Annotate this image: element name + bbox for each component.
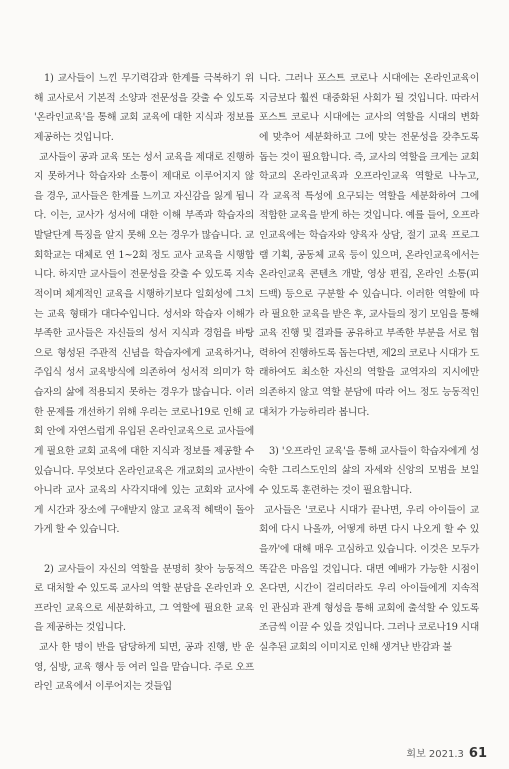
left-column <box>34 69 254 697</box>
paragraph-7: 교사들은 '코로나 시대가 끝나면, 우리 아이들이 교회에 다시 나올까, 어떻게 하면 다시 나오게 할 수 있을까'에 대해 매우 고심하고 있습니다. 이것은 모두가 똑같은 마음일 것입니다. 대면 예배가 가능한 시점이 온다면, 시간이 걸리더라도 우리 아이들에게 지속적인 관심과 관계 형성을 통해 교회에 출석할 수 있도록 조금씩 이끌 수 있을 것입니다. 그러나 코로나19 시대 실추된 교회의 이미지로 인해 생겨난 반감과 불 <box>259 504 479 654</box>
paragraph-3: 2) 교사들이 자신의 역할을 분명히 찾아 능동적으로 대처할 수 있도록 교사의 역할 분담을 온라인과 오프라인 교육으로 세분화하고, 그 역할에 필요한 교육을 제공하는 것입니다. <box>34 563 254 634</box>
paragraph-5: 니다. 그러나 포스트 코로나 시대에는 온라인교육이 지금보다 훨씬 대중화된 사회가 될 것입니다. 따라서 포스트 코로나 시대에는 교사의 역할을 시대의 변화에 맞추어 세분화하고 그에 맞는 전문성을 갖추도록 돕는 것이 필요합니다. 즉, 교사의 역할을 크게는 교회학교의 온라인교육과 오프라인교육 역할로 나누고, 각 교육적 특성에 요구되는 역할을 세분화하여 그에 적합한 교육을 받게 하는 것입니다. 예를 들어, 오프라인교육에는 학습자와 양육자 상담, 절기 교육 프로그램 기획, 공동체 교육 등이 있으며, 온라인교육에서는 온라인교육 콘텐츠 개발, 영상 편집, 온라인 소통(피드백) 등으로 구분할 수 있습니다. 이러한 역할에 따라 필요한 교육을 받은 후, 교사들의 정기 모임을 통해 교육 진행 및 결과를 공유하고 부족한 부분을 서로 협력하여 진행하도록 돕는다면, 제2의 코로나 시대가 도래하여도 최소한 자신의 역할을 교역자의 지시에만 의존하지 않고 역할 분담에 따라 어느 정도 능동적인 대처가 가능하리라 봅니다. <box>259 73 479 418</box>
publication-label: 회보 2021.3 <box>406 749 464 760</box>
paragraph-1: 1) 교사들이 느낀 무기력감과 한계를 극복하기 위해 교사로서 기본적 소양과 전문성을 갖출 수 있도록 '온라인교육'을 통해 교회 교육에 대한 지식과 정보를 제공하는 것입니다. <box>34 73 254 143</box>
page-number: 61 <box>468 746 487 761</box>
paragraph-2: 교사들이 공과 교육 또는 성서 교육을 제대로 진행하지 못하거나 학습자와 소통이 제대로 이루어지지 않을 경우, 교사들은 한계를 느끼고 자신감을 잃게 됩니다. 이는, 교사가 성서에 대한 이해 부족과 학습자의 발달단계 특징을 알지 못해 오는 경우가 많습니다. 교회학교는 대체로 연 1~2회 정도 교사 교육을 시행합니다. 하지만 교사들이 전문성을 갖출 수 있도록 지속적이며 체계적인 교육을 시행하기보다 일회성에 그치는 교육 형태가 대다수입니다. 성서와 학습자 이해가 부족한 교사들은 자신들의 성서 지식과 경험을 바탕으로 형성된 주관적 신념을 학습자에게 교육하거나, 주입식 성서 교육방식에 의존하여 성서적 의미가 학습자의 삶에 적용되지 못하는 경우가 많습니다. 이러한 문제를 개선하기 위해 우리는 코로나19로 인해 교회 안에 자연스럽게 유입된 온라인교육으로 교사들에게 필요한 교회 교육에 대한 지식과 정보를 제공할 수 있습니다. 무엇보다 온라인교육은 개교회의 교사반이 아니라 교사 교육의 사각지대에 있는 교회와 교사에게 시간과 장소에 구애받지 않고 교육적 혜택이 돌아가게 할 수 있습니다. <box>34 151 254 536</box>
paragraph-6: 3) '오프라인 교육'을 통해 교사들이 학습자에게 성숙한 그리스도인의 삶의 자세와 신앙의 모범을 보일 수 있도록 훈련하는 것이 필요합니다. <box>259 445 479 497</box>
page-footer <box>406 745 487 761</box>
paragraph-4: 교사 한 명이 반을 담당하게 되면, 공과 진행, 반 운영, 심방, 교육 행사 등 여러 일을 맡습니다. 주로 오프라인 교육에서 이루어지는 것들입 <box>34 642 254 693</box>
right-column <box>259 69 479 658</box>
